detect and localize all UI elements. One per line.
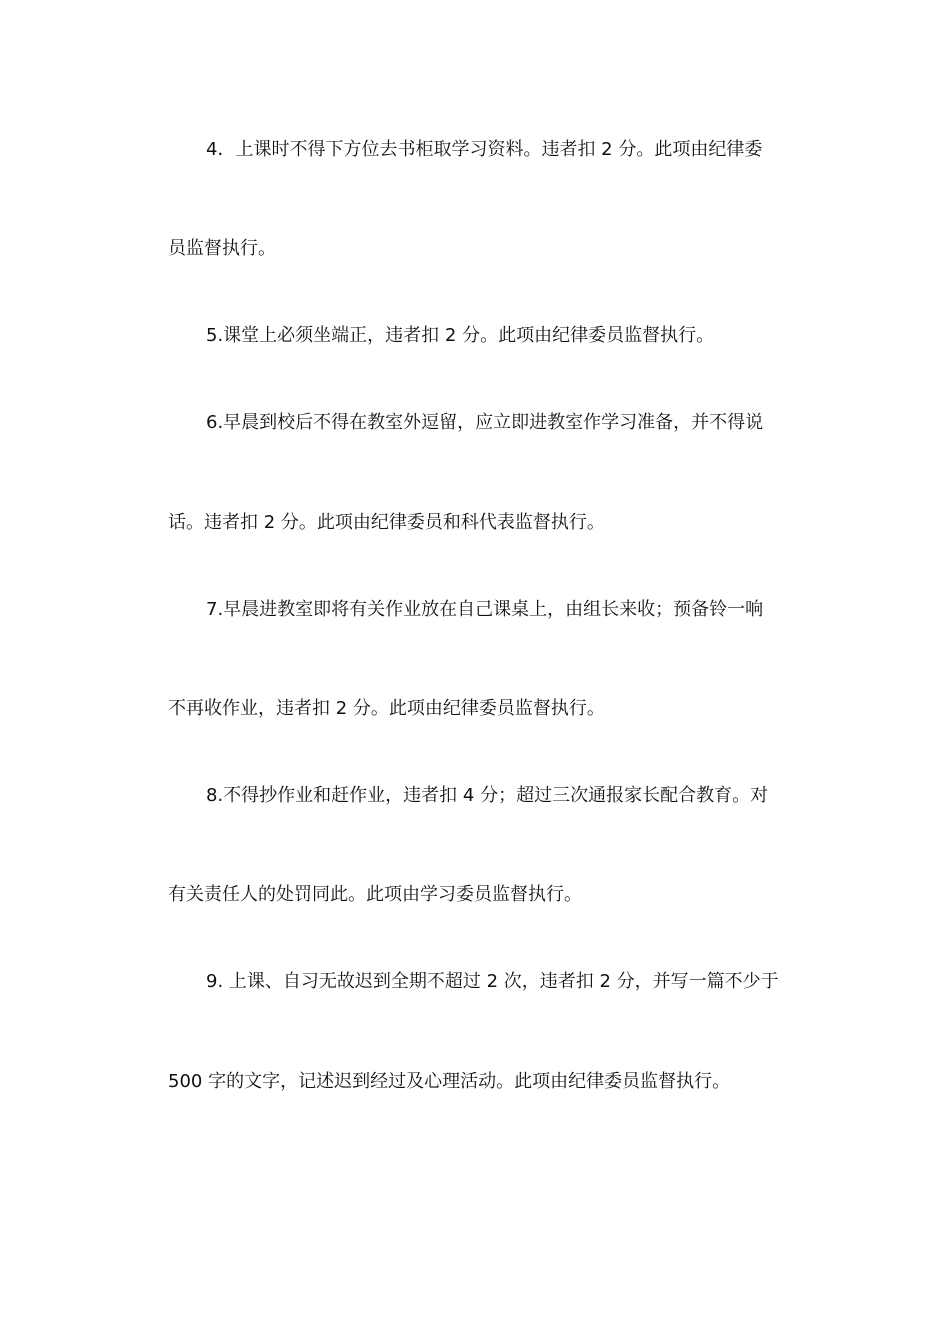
rule-9-line-1: 9. 上课、自习无故迟到全期不超过 2 次，违者扣 2 分，并写一篇不少于 <box>206 971 779 992</box>
rule-9-line-2: 500 字的文字，记述迟到经过及心理活动。此项由纪律委员监督执行。 <box>168 1071 731 1092</box>
rule-7-line-1: 7.早晨进教室即将有关作业放在自己课桌上，由组长来收；预备铃一响 <box>206 599 764 620</box>
rule-6-line-2: 话。违者扣 2 分。此项由纪律委员和科代表监督执行。 <box>168 512 605 533</box>
rule-5-line-1: 5.课堂上必须坐端正，违者扣 2 分。此项由纪律委员监督执行。 <box>206 325 715 346</box>
rule-7-line-2: 不再收作业，违者扣 2 分。此项由纪律委员监督执行。 <box>168 698 605 719</box>
rule-6-line-1: 6.早晨到校后不得在教室外逗留，应立即进教室作学习准备，并不得说 <box>206 412 764 433</box>
rule-4-line-1: 4．上课时不得下方位去书柜取学习资料。违者扣 2 分。此项由纪律委 <box>206 139 763 160</box>
rule-8-line-2: 有关责任人的处罚同此。此项由学习委员监督执行。 <box>168 884 582 905</box>
rule-4-line-2: 员监督执行。 <box>168 238 276 259</box>
rule-8-line-1: 8.不得抄作业和赶作业，违者扣 4 分；超过三次通报家长配合教育。对 <box>206 785 769 806</box>
